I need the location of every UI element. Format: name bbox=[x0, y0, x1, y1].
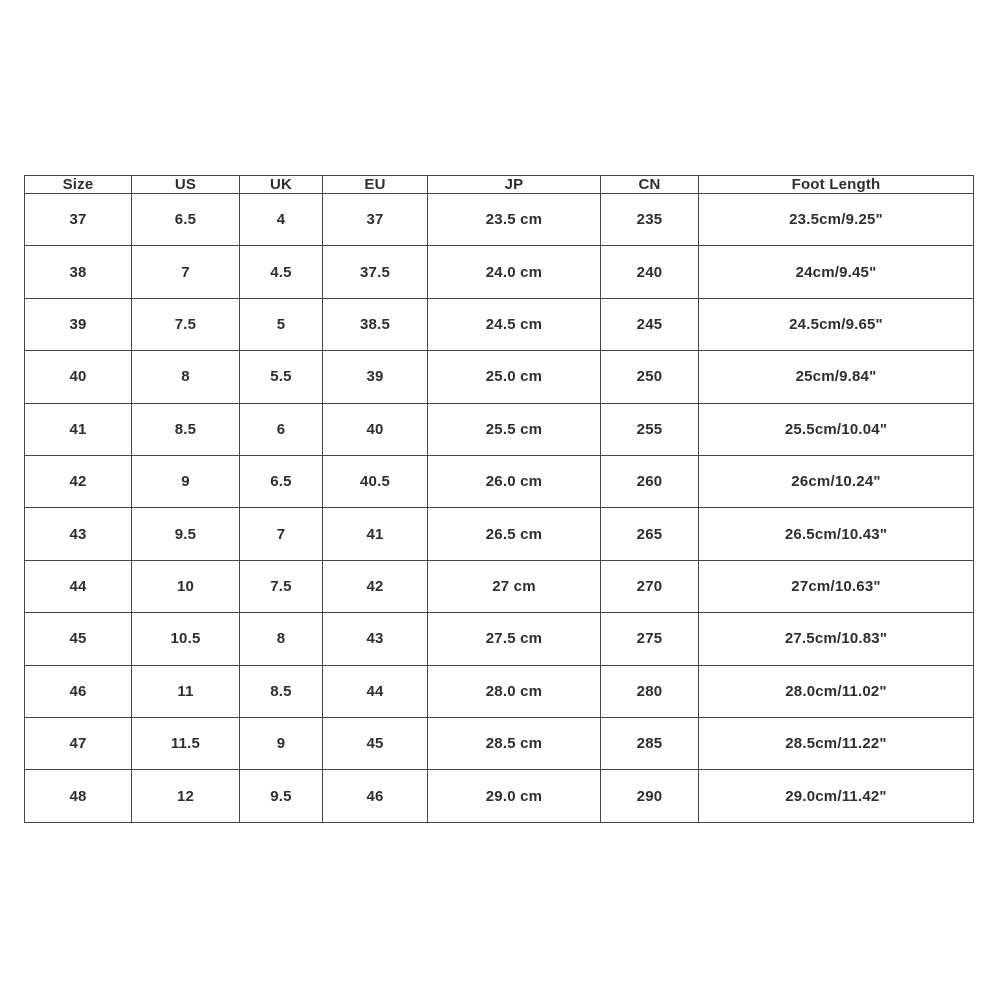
table-cell: 29.0 cm bbox=[428, 770, 601, 823]
table-cell: 38.5 bbox=[323, 298, 428, 350]
table-cell: 11 bbox=[132, 665, 240, 717]
table-cell: 12 bbox=[132, 770, 240, 823]
table-cell: 245 bbox=[601, 298, 699, 350]
table-cell: 25cm/9.84" bbox=[699, 351, 974, 403]
table-cell: 290 bbox=[601, 770, 699, 823]
table-cell: 7 bbox=[240, 508, 323, 560]
table-cell: 41 bbox=[25, 403, 132, 455]
table-cell: 240 bbox=[601, 246, 699, 298]
table-cell: 5.5 bbox=[240, 351, 323, 403]
table-cell: 8.5 bbox=[240, 665, 323, 717]
table-cell: 48 bbox=[25, 770, 132, 823]
table-row bbox=[25, 298, 974, 350]
column-header-cn: CN bbox=[601, 176, 699, 194]
table-cell: 26.5cm/10.43" bbox=[699, 508, 974, 560]
table-cell: 44 bbox=[25, 560, 132, 612]
table-cell: 39 bbox=[323, 351, 428, 403]
table-cell: 43 bbox=[323, 613, 428, 665]
table-cell: 28.0cm/11.02" bbox=[699, 665, 974, 717]
table-cell: 285 bbox=[601, 718, 699, 770]
table-cell: 11.5 bbox=[132, 718, 240, 770]
table-cell: 28.0 cm bbox=[428, 665, 601, 717]
table-cell: 10.5 bbox=[132, 613, 240, 665]
table-cell: 38 bbox=[25, 246, 132, 298]
table-row bbox=[25, 351, 974, 403]
table-cell: 270 bbox=[601, 560, 699, 612]
table-cell: 42 bbox=[323, 560, 428, 612]
table-cell: 25.5cm/10.04" bbox=[699, 403, 974, 455]
column-header-uk: UK bbox=[240, 176, 323, 194]
table-cell: 41 bbox=[323, 508, 428, 560]
table-cell: 250 bbox=[601, 351, 699, 403]
table-cell: 10 bbox=[132, 560, 240, 612]
table-row bbox=[25, 246, 974, 298]
table-cell: 46 bbox=[25, 665, 132, 717]
table-row bbox=[25, 770, 974, 823]
table-cell: 46 bbox=[323, 770, 428, 823]
table-cell: 9 bbox=[132, 456, 240, 508]
table-row bbox=[25, 194, 974, 246]
table-cell: 45 bbox=[323, 718, 428, 770]
table-cell: 24.0 cm bbox=[428, 246, 601, 298]
table-cell: 6.5 bbox=[132, 194, 240, 246]
table-cell: 265 bbox=[601, 508, 699, 560]
table-cell: 4.5 bbox=[240, 246, 323, 298]
table-cell: 40.5 bbox=[323, 456, 428, 508]
table-cell: 45 bbox=[25, 613, 132, 665]
table-row bbox=[25, 403, 974, 455]
table-cell: 4 bbox=[240, 194, 323, 246]
table-header-row bbox=[25, 176, 974, 194]
table-cell: 24.5 cm bbox=[428, 298, 601, 350]
table-cell: 25.0 cm bbox=[428, 351, 601, 403]
column-header-us: US bbox=[132, 176, 240, 194]
table-cell: 8 bbox=[132, 351, 240, 403]
table-cell: 37 bbox=[323, 194, 428, 246]
table-cell: 275 bbox=[601, 613, 699, 665]
table-cell: 255 bbox=[601, 403, 699, 455]
table-cell: 40 bbox=[323, 403, 428, 455]
table-cell: 9.5 bbox=[240, 770, 323, 823]
table-cell: 24.5cm/9.65" bbox=[699, 298, 974, 350]
table-cell: 37.5 bbox=[323, 246, 428, 298]
table-cell: 28.5 cm bbox=[428, 718, 601, 770]
table-cell: 26.0 cm bbox=[428, 456, 601, 508]
table-cell: 27.5 cm bbox=[428, 613, 601, 665]
table-cell: 25.5 cm bbox=[428, 403, 601, 455]
table-cell: 7.5 bbox=[132, 298, 240, 350]
table-cell: 40 bbox=[25, 351, 132, 403]
table-cell: 235 bbox=[601, 194, 699, 246]
table-cell: 27cm/10.63" bbox=[699, 560, 974, 612]
column-header-size: Size bbox=[25, 176, 132, 194]
table-row bbox=[25, 456, 974, 508]
size-chart-table bbox=[24, 175, 974, 823]
table-cell: 24cm/9.45" bbox=[699, 246, 974, 298]
table-cell: 9.5 bbox=[132, 508, 240, 560]
table-cell: 42 bbox=[25, 456, 132, 508]
table-cell: 26cm/10.24" bbox=[699, 456, 974, 508]
table-cell: 39 bbox=[25, 298, 132, 350]
table-cell: 29.0cm/11.42" bbox=[699, 770, 974, 823]
table-cell: 280 bbox=[601, 665, 699, 717]
table-cell: 9 bbox=[240, 718, 323, 770]
table-row bbox=[25, 665, 974, 717]
table-cell: 6.5 bbox=[240, 456, 323, 508]
column-header-foot-length: Foot Length bbox=[699, 176, 974, 194]
table-cell: 260 bbox=[601, 456, 699, 508]
table-cell: 7 bbox=[132, 246, 240, 298]
table-cell: 6 bbox=[240, 403, 323, 455]
table-cell: 5 bbox=[240, 298, 323, 350]
table-row bbox=[25, 718, 974, 770]
table-cell: 7.5 bbox=[240, 560, 323, 612]
table-cell: 26.5 cm bbox=[428, 508, 601, 560]
table-cell: 27.5cm/10.83" bbox=[699, 613, 974, 665]
table-row bbox=[25, 508, 974, 560]
table-cell: 23.5cm/9.25" bbox=[699, 194, 974, 246]
table-row bbox=[25, 560, 974, 612]
table-cell: 47 bbox=[25, 718, 132, 770]
table-cell: 28.5cm/11.22" bbox=[699, 718, 974, 770]
column-header-jp: JP bbox=[428, 176, 601, 194]
table-cell: 27 cm bbox=[428, 560, 601, 612]
table-cell: 37 bbox=[25, 194, 132, 246]
table-cell: 43 bbox=[25, 508, 132, 560]
table-cell: 8 bbox=[240, 613, 323, 665]
column-header-eu: EU bbox=[323, 176, 428, 194]
table-cell: 44 bbox=[323, 665, 428, 717]
table-cell: 23.5 cm bbox=[428, 194, 601, 246]
table-row bbox=[25, 613, 974, 665]
table-cell: 8.5 bbox=[132, 403, 240, 455]
